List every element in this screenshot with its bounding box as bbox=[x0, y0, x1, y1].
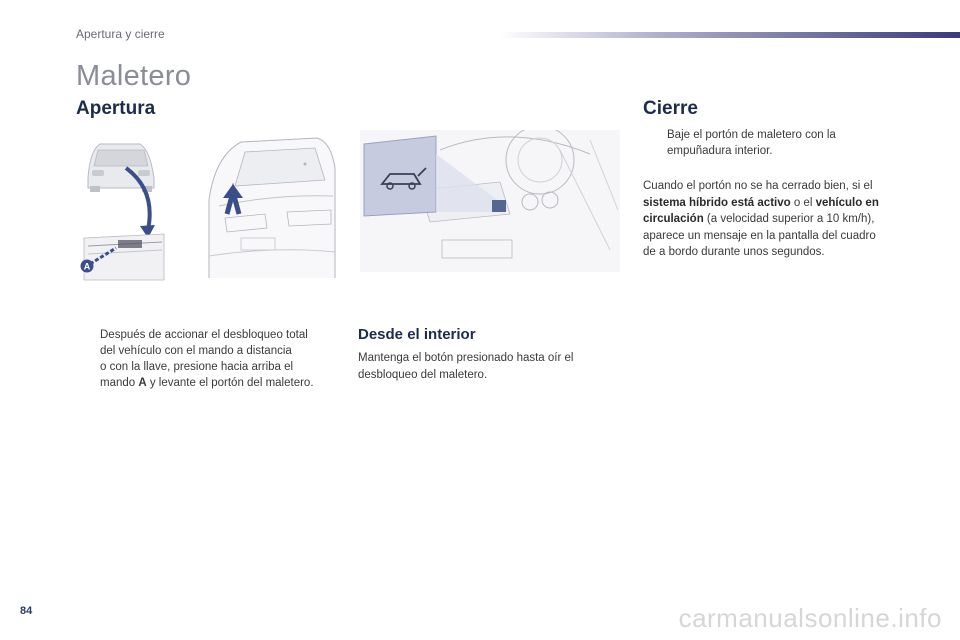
apertura-heading: Apertura bbox=[76, 98, 156, 119]
cierre-instruction: Baje el portón de maletero con la empuñadura interior. bbox=[667, 129, 836, 157]
header-bar bbox=[500, 32, 960, 38]
page-title: Maletero bbox=[76, 60, 192, 92]
apertura-line-4: mando A y levante el portón del maletero. bbox=[100, 377, 314, 389]
apertura-line-1: Después de accionar el desbloqueo total bbox=[100, 329, 308, 341]
dashboard-illustration bbox=[360, 130, 620, 272]
cierre-warning-text: Cuando el portón no se ha cerrado bien, si el sistema híbrido está activo o el vehículo en circulación (a velocidad superior a 10 km/h), aparece un mensaje en la pantalla del cuadro de a bordo durante unos segundos. bbox=[643, 180, 879, 258]
trunk-button-illustration bbox=[78, 130, 168, 290]
interior-text: Mantenga el botón presionado hasta oír el desbloqueo del maletero. bbox=[358, 352, 574, 381]
watermark: carmanualsonline.info bbox=[678, 603, 942, 633]
interior-heading: Desde el interior bbox=[358, 326, 476, 343]
label-a: A bbox=[83, 261, 91, 272]
apertura-instruction bbox=[78, 327, 348, 391]
section-header: Apertura y cierre bbox=[76, 27, 165, 41]
apertura-line-2: del vehículo con el mando a distancia bbox=[100, 345, 292, 357]
apertura-line-3: o con la llave, presione hacia arriba el bbox=[100, 361, 294, 373]
tailgate-illustration bbox=[205, 128, 337, 288]
cierre-heading: Cierre bbox=[643, 98, 698, 119]
page-number: 84 bbox=[20, 605, 33, 617]
